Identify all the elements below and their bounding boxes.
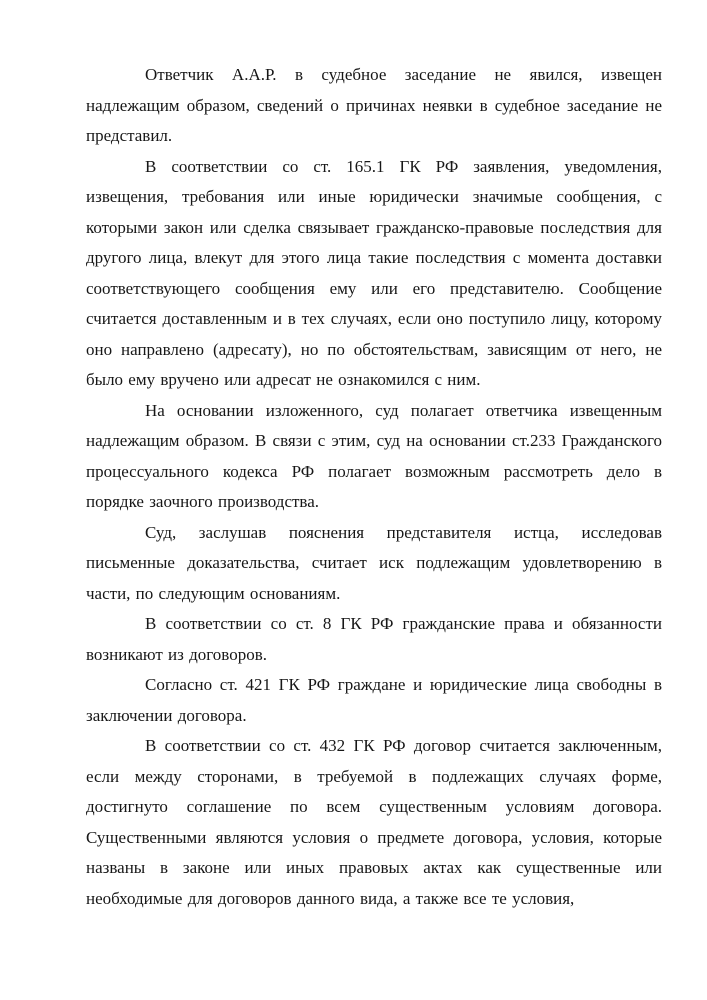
paragraph-defendant-absence: Ответчик А.А.Р. в судебное заседание не явился, извещен надлежащим образом, сведений о причинах неявки в судебное заседание не представил. — [86, 65, 662, 145]
paragraph-court-conclusion: Суд, заслушав пояснения представителя истца, исследовав письменные доказательства, считает иск подлежащим удовлетворению в части, по следующим основаниям. — [86, 522, 662, 603]
paragraph-article-165-1: В соответствии со ст. 165.1 ГК РФ заявления, уведомления, извещения, требования или иные юридически значимые сообщения, с которыми закон или сделка связывает гражданско-правовые последствия для другого лица, влекут для этого лица такие последствия с момента доставки соответствующего сообщения ему или его представителю. Сообщение считается доставленным и в тех случаях, если оно поступило лицу, которому оно направлено (адресату), но по обстоятельствам, зависящим от него, не было ему вручено или адресат не ознакомился с ним. — [86, 156, 662, 389]
document-text-body — [86, 60, 662, 914]
paragraph-article-233: На основании изложенного, суд полагает ответчика извещенным надлежащим образом. В связи с этим, суд на основании ст.233 Гражданского процессуального кодекса РФ полагает возможным рассмотреть дело в порядке заочного производства. — [86, 400, 662, 511]
paragraph-article-8: В соответствии со ст. 8 ГК РФ гражданские права и обязанности возникают из договоров. — [86, 614, 662, 664]
paragraph-article-421: Согласно ст. 421 ГК РФ граждане и юридические лица свободны в заключении договора. — [86, 675, 662, 725]
paragraph-article-432: В соответствии со ст. 432 ГК РФ договор считается заключенным, если между сторонами, в требуемой в подлежащих случаях форме, достигнуто соглашение по всем существенным условиям договора. Существенными являются условия о предмете договора, условия, которые названы в законе или иных правовых актах как существенные или необходимые для договоров данного вида, а также все те условия, — [86, 736, 662, 908]
